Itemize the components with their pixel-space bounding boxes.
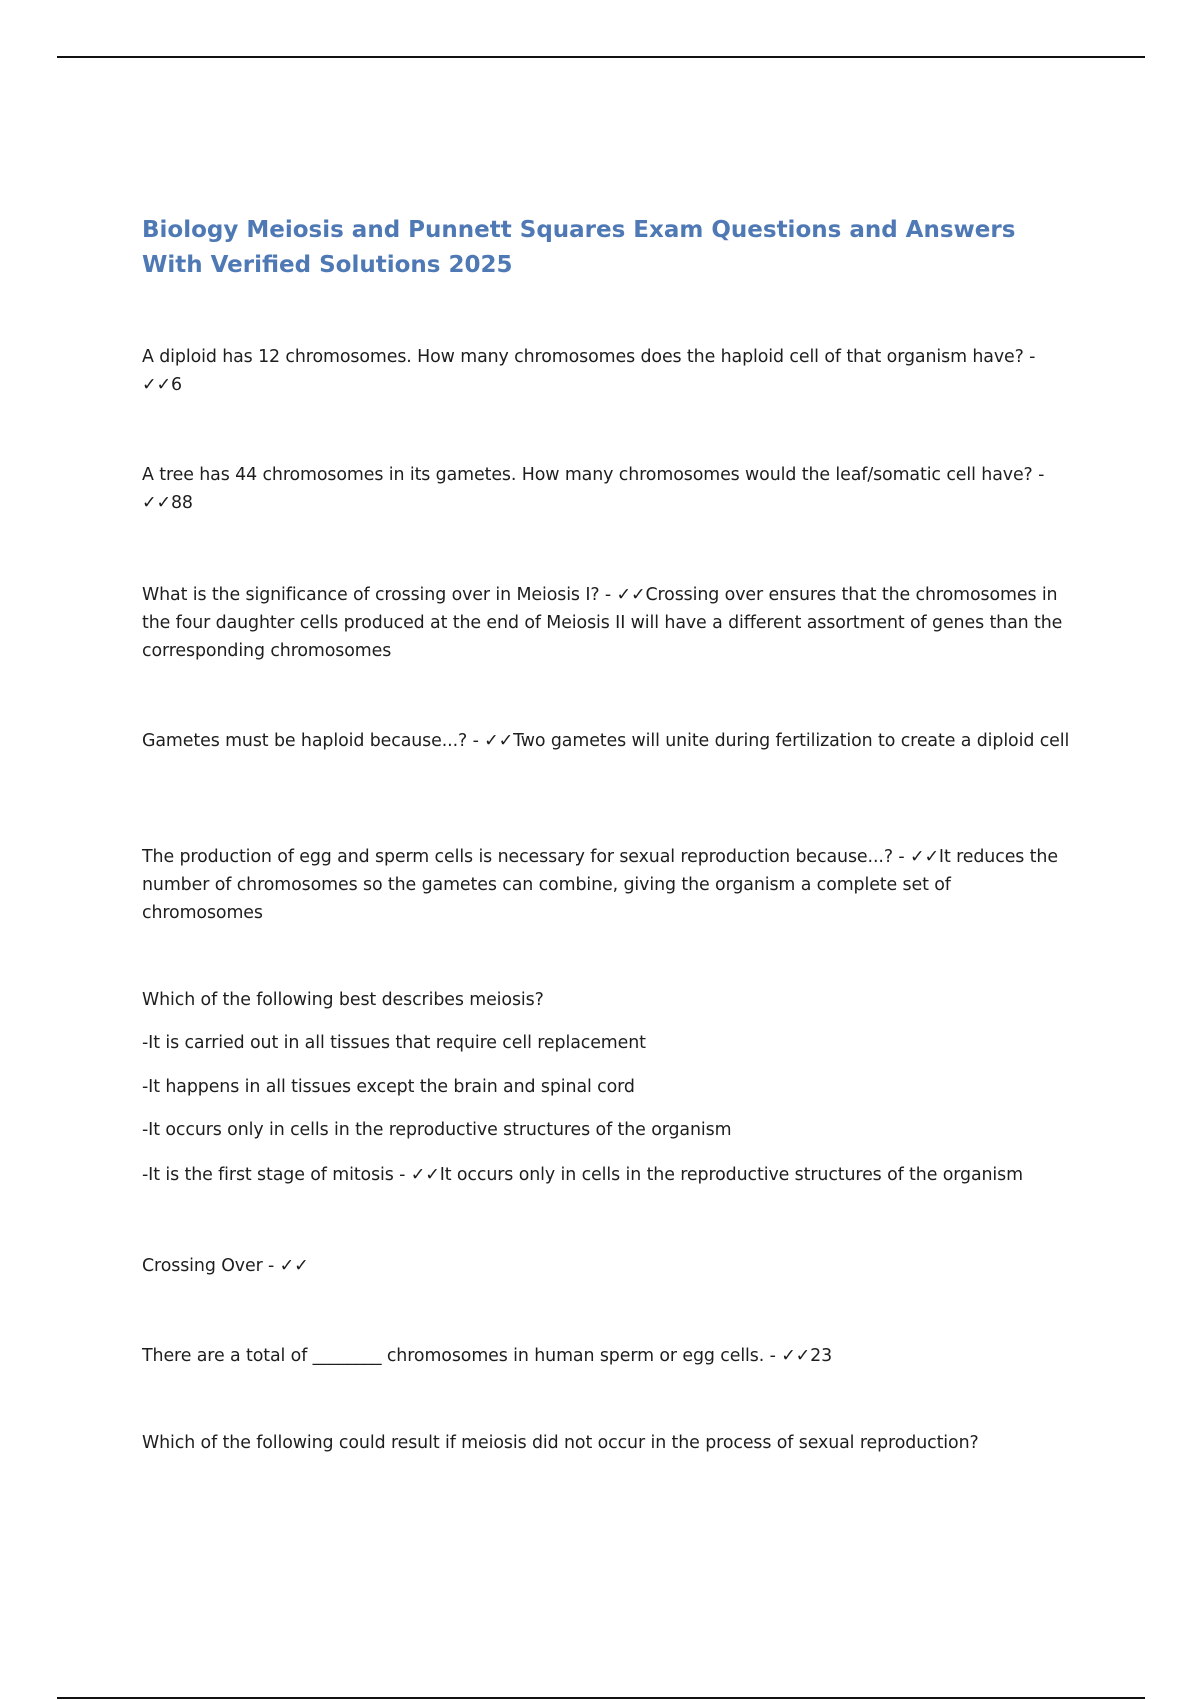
qa-item-6-option-4: -It is the first stage of mitosis - ✓✓It occurs only in cells in the reproductive structures of the organism (142, 1165, 1023, 1185)
qa-item-1: A diploid has 12 chromosomes. How many chromosomes does the haploid cell of that organism have? - ✓✓6 (142, 347, 1036, 395)
qa-item-6-option-3: -It occurs only in cells in the reproductive structures of the organism (142, 1120, 732, 1140)
qa-item-9: Which of the following could result if meiosis did not occur in the process of sexual reproduction? (142, 1433, 979, 1453)
qa-item-7: Crossing Over - ✓✓ (142, 1256, 309, 1276)
qa-item-5: The production of egg and sperm cells is necessary for sexual reproduction because...? - ✓✓It reduces the number of chromosomes so the gametes can combine, giving the organism a complete set of chromosomes (142, 847, 1058, 923)
qa-item-8: There are a total of ________ chromosomes in human sperm or egg cells. - ✓✓23 (142, 1346, 833, 1366)
document-title: Biology Meiosis and Punnett Squares Exam Questions and Answers With Verified Solutions 2025 (142, 217, 1016, 278)
bottom-divider (57, 1697, 1145, 1699)
qa-item-6-question: Which of the following best describes meiosis? (142, 990, 544, 1010)
qa-item-3: What is the significance of crossing over in Meiosis I? - ✓✓Crossing over ensures that the chromosomes in the four daughter cells produced at the end of Meiosis II will have a different assortment of genes than the corresponding chromosomes (142, 585, 1063, 661)
qa-item-2: A tree has 44 chromosomes in its gametes. How many chromosomes would the leaf/somatic cell have? - ✓✓88 (142, 465, 1045, 513)
top-divider (57, 56, 1145, 58)
qa-item-6-option-1: -It is carried out in all tissues that require cell replacement (142, 1033, 646, 1053)
qa-item-6-option-2: -It happens in all tissues except the brain and spinal cord (142, 1077, 635, 1097)
qa-item-4: Gametes must be haploid because...? - ✓✓Two gametes will unite during fertilization to create a diploid cell (142, 731, 1070, 751)
